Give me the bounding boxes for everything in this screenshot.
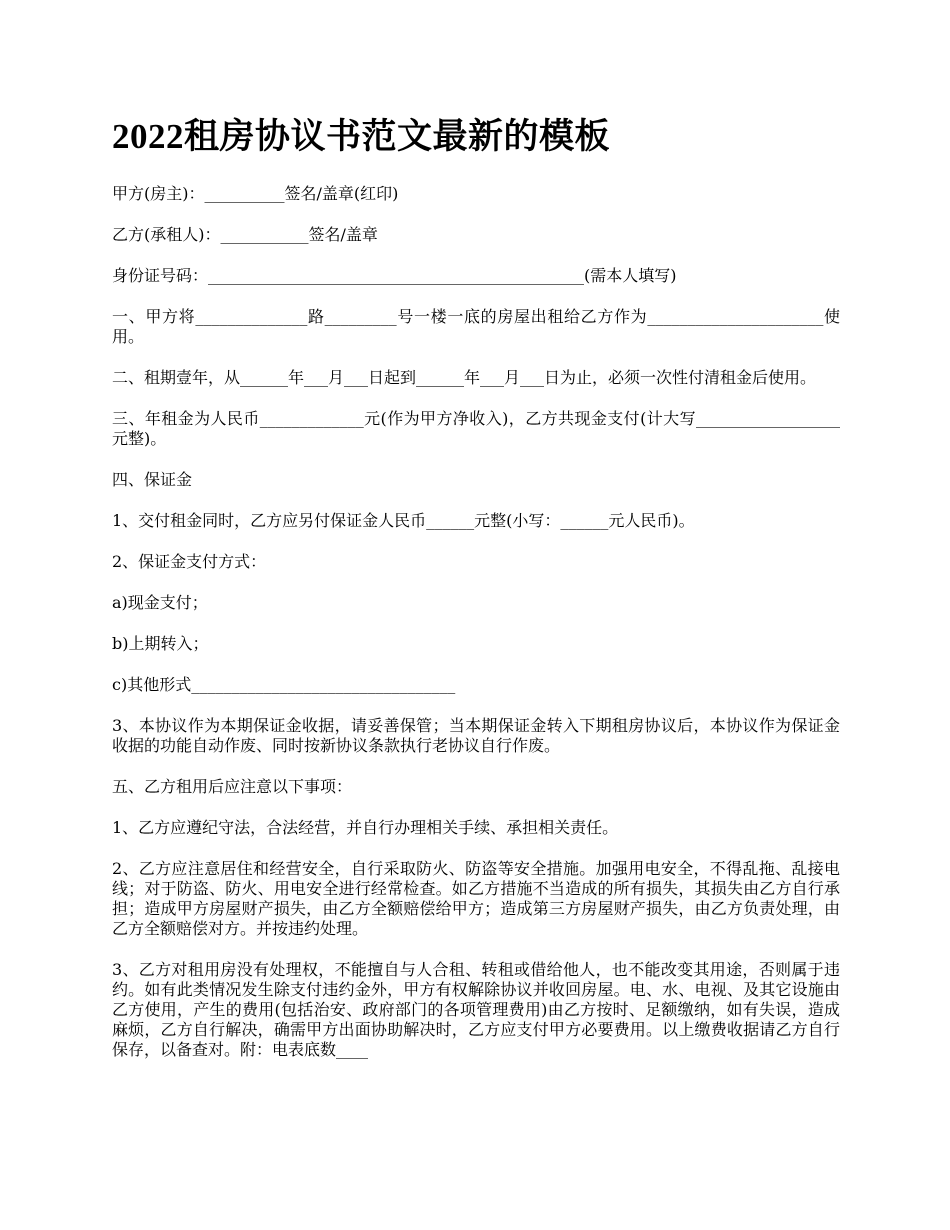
deposit-item-3: 3、本协议作为本期保证金收据，请妥善保管；当本期保证金转入下期租房协议后，本协议作为保证金收据的功能自动作废、同时按新协议条款执行老协议自行作废。 bbox=[112, 716, 840, 755]
clause-1: 一、甲方将______________路_________号一楼一底的房屋出租给乙方作为______________________使用。 bbox=[112, 307, 840, 346]
section-notes-heading: 五、乙方租用后应注意以下事项： bbox=[112, 777, 353, 796]
document-page bbox=[112, 112, 840, 1081]
id-number-line: 身份证号码：_______________________________________________(需本人填写) bbox=[112, 266, 677, 285]
document-title: 2022租房协议书范文最新的模板 bbox=[112, 117, 611, 156]
deposit-item-1: 1、交付租金同时，乙方应另付保证金人民币______元整(小写：______元人民币)。 bbox=[112, 511, 695, 530]
payment-option-b: b)上期转入； bbox=[112, 634, 209, 653]
clause-2: 二、租期壹年，从______年___月___日起到______年___月___日为止，必须一次性付清租金后使用。 bbox=[112, 368, 817, 387]
notes-item-1: 1、乙方应遵纪守法，合法经营，并自行办理相关手续、承担相关责任。 bbox=[112, 818, 619, 837]
notes-item-3: 3、乙方对租用房没有处理权，不能擅自与人合租、转租或借给他人，也不能改变其用途，否则属于违约。如有此类情况发生除支付违约金外，甲方有权解除协议并收回房屋。电、水、电视、及其它设施由乙方使用，产生的费用(包括治安、政府部门的各项管理费用)由乙方按时、足额缴纳，如有失误，造成麻烦，乙方自行解决，确需甲方出面协助解决时，乙方应支付甲方必要费用。以上缴费收据请乙方自行保存，以备查对。附：电表底数____ bbox=[112, 960, 840, 1059]
payment-option-c: c)其他形式_________________________________ bbox=[112, 675, 456, 694]
section-deposit-heading: 四、保证金 bbox=[112, 470, 193, 489]
notes-item-2: 2、乙方应注意居住和经营安全，自行采取防火、防盗等安全措施。加强用电安全，不得乱拖、乱接电线；对于防盗、防火、用电安全进行经常检查。如乙方措施不当造成的所有损失，其损失由乙方自行承担；造成甲方房屋财产损失，由乙方全额赔偿给甲方；造成第三方房屋财产损失，由乙方负责处理，由乙方全额赔偿对方。并按违约处理。 bbox=[112, 859, 840, 938]
party-a-line: 甲方(房主)：__________签名/盖章(红印) bbox=[112, 184, 399, 203]
clause-3: 三、年租金为人民币_____________元(作为甲方净收入)，乙方共现金支付(计大写__________________元整)。 bbox=[112, 409, 840, 448]
deposit-item-2: 2、保证金支付方式： bbox=[112, 552, 267, 571]
party-b-line: 乙方(承租人)：___________签名/盖章 bbox=[112, 225, 378, 244]
payment-option-a: a)现金支付； bbox=[112, 593, 208, 612]
